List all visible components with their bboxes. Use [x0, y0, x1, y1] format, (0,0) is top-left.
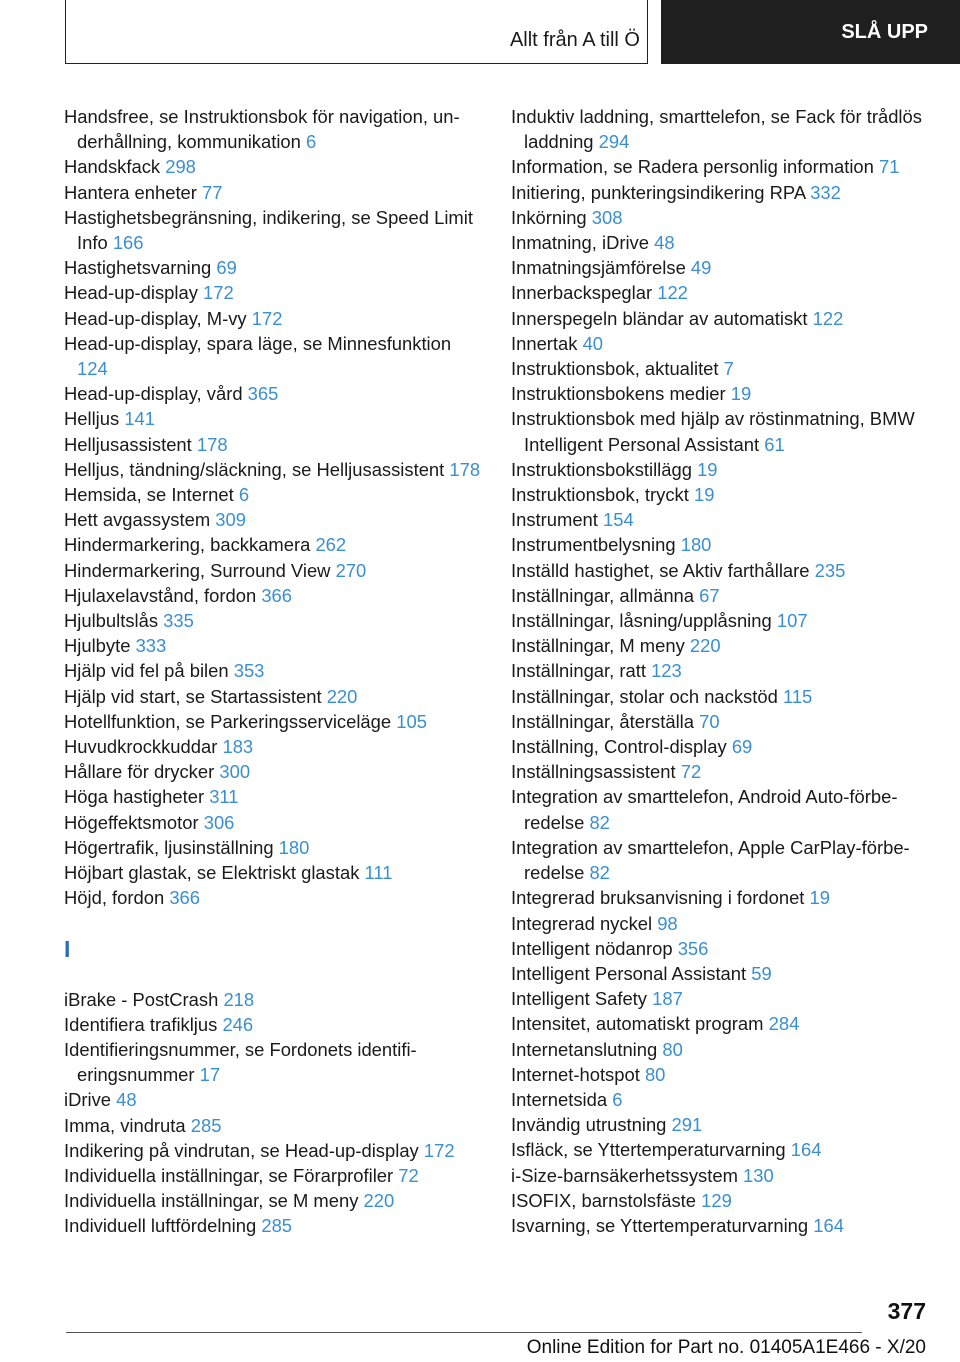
index-entry: [64, 835, 484, 860]
index-entry: [511, 936, 931, 961]
page-link[interactable]: 122: [812, 307, 844, 329]
entry-text: Instruktionsbokstillägg: [511, 458, 692, 480]
entry-text: Inställningar, ratt: [511, 660, 646, 682]
entry-text: Inställningar, återställa: [511, 710, 694, 732]
entry-text: Innerspegeln bländar av automatiskt: [511, 307, 808, 329]
entry-text: Internetanslutning: [511, 1038, 658, 1060]
page-link[interactable]: 262: [315, 534, 347, 556]
index-entry: [511, 255, 931, 280]
index-entry: [64, 280, 484, 305]
index-entry: [511, 1188, 931, 1213]
entry-text: Huvudkrockkuddar: [64, 736, 218, 758]
entry-text: Inställningsassistent: [511, 761, 676, 783]
entry-text: Hjulbultslås: [64, 610, 159, 632]
entry-text: iDrive: [64, 1089, 112, 1111]
index-entry: [511, 885, 931, 910]
page-link[interactable]: 333: [135, 635, 167, 657]
entry-text: Instruktionsbok med hjälp av röstinmatning, BMW Intelligent Personal Assistant: [511, 408, 915, 455]
entry-text: Handsfree, se Instruktionsbok för navigation, underhållning, kommunikation: [64, 106, 460, 153]
index-entry: [64, 1113, 484, 1138]
index-entry: [64, 1213, 484, 1238]
entry-text: Hjälp vid start, se Startassistent: [64, 685, 322, 707]
page-link[interactable]: 298: [165, 156, 196, 178]
page-link[interactable]: 130: [743, 1164, 774, 1186]
page-link[interactable]: 220: [326, 685, 358, 707]
page-link[interactable]: 353: [233, 660, 265, 682]
page-link[interactable]: 6: [306, 131, 317, 153]
page-link[interactable]: 178: [449, 458, 481, 480]
page-link[interactable]: 164: [813, 1214, 844, 1236]
page-link[interactable]: 335: [163, 610, 194, 632]
index-entry: [64, 205, 484, 255]
page-link[interactable]: 7: [723, 358, 734, 380]
entry-text: Isvarning, se Yttertemperaturvarning: [511, 1214, 809, 1236]
entry-text: Intelligent nödanrop: [511, 937, 673, 959]
page-link[interactable]: 365: [247, 383, 279, 405]
index-entry: [64, 1163, 484, 1188]
index-entry: [511, 205, 931, 230]
page-link[interactable]: 19: [693, 484, 715, 506]
page-link[interactable]: 77: [202, 181, 223, 203]
page-link[interactable]: 82: [589, 811, 610, 833]
entry-text: Hjulbyte: [64, 635, 131, 657]
page-link[interactable]: 308: [591, 206, 623, 228]
index-entry: [511, 104, 931, 154]
index-entry: [511, 1137, 931, 1162]
page-link[interactable]: 284: [768, 1013, 800, 1035]
entry-text: Internetsida: [511, 1088, 608, 1110]
entry-text: Hindermarkering, Surround View: [64, 559, 331, 581]
entry-text: Intelligent Safety: [511, 988, 647, 1010]
entry-text: Hastighetsbegränsning, indikering, se Speed Limit Info: [64, 206, 473, 254]
entry-text: Identifiera trafikljus: [64, 1013, 218, 1035]
index-entry: [64, 658, 484, 683]
page-link[interactable]: 122: [657, 282, 688, 304]
index-entry: [64, 784, 484, 809]
page-link[interactable]: 17: [199, 1064, 221, 1086]
page-number: 377: [887, 1298, 926, 1324]
entry-text: Instrument: [511, 509, 598, 531]
index-entry: [511, 583, 931, 608]
index-entry: [64, 154, 484, 179]
page-link[interactable]: 48: [654, 232, 675, 254]
page-link[interactable]: 71: [879, 156, 900, 178]
entry-text: Head-up-display, M-vy: [64, 307, 247, 329]
index-entry: [511, 1037, 931, 1062]
entry-text: Inställningar, stolar och nackstöd: [511, 685, 778, 707]
index-entry: [511, 633, 931, 658]
entry-text: Head-up-display: [64, 282, 198, 304]
entry-text: Helljus, tändning/släckning, se Helljusassistent: [64, 458, 445, 480]
page-link[interactable]: 291: [671, 1114, 703, 1136]
entry-text: Högeffektsmotor: [64, 811, 199, 833]
index-entry: [64, 558, 484, 583]
entry-text: Isfläck, se Yttertemperaturvarning: [511, 1139, 786, 1161]
entry-text: Hjälp vid fel på bilen: [64, 660, 229, 682]
index-entry: [64, 608, 484, 633]
page-link[interactable]: 40: [582, 332, 604, 354]
entry-text: Hantera enheter: [64, 181, 197, 203]
entry-text: Handskfack: [64, 156, 161, 178]
page-link[interactable]: 6: [612, 1088, 623, 1110]
index-entry: [511, 734, 931, 759]
entry-text: iBrake - PostCrash: [64, 988, 219, 1010]
entry-text: Instruktionsbokens medier: [511, 383, 726, 405]
page-link[interactable]: 141: [124, 408, 156, 430]
page-link[interactable]: 356: [677, 937, 709, 959]
entry-text: Indikering på vindrutan, se Head-up-display: [64, 1139, 419, 1161]
entry-text: Invändig utrustning: [511, 1114, 667, 1136]
entry-text: Intelligent Personal Assistant: [511, 962, 747, 984]
index-entry: [511, 911, 931, 936]
index-entry: [64, 1087, 484, 1112]
index-entry: [511, 306, 931, 331]
entry-text: Instruktionsbok, tryckt: [511, 484, 689, 506]
index-entry: [511, 1213, 931, 1238]
index-entry: [511, 230, 931, 255]
section-letter: I: [64, 935, 71, 962]
page-link[interactable]: 61: [764, 433, 785, 455]
index-entry: [64, 255, 484, 280]
page-link[interactable]: 180: [680, 534, 712, 556]
page-link[interactable]: 172: [251, 307, 283, 329]
index-entry: [64, 306, 484, 331]
page-link[interactable]: 123: [651, 660, 682, 682]
page-link[interactable]: 164: [790, 1139, 822, 1161]
index-entry: [64, 734, 484, 759]
index-entry: [64, 709, 484, 734]
index-entry: [511, 1087, 931, 1112]
index-entry: [64, 885, 484, 910]
index-entry: [64, 432, 484, 457]
page-link[interactable]: 183: [222, 736, 254, 758]
index-entry: [64, 180, 484, 205]
index-entry: [64, 633, 484, 658]
entry-text: Innerbackspeglar: [511, 282, 653, 304]
index-entry: [64, 507, 484, 532]
index-entry: [511, 784, 931, 834]
index-entry: [64, 482, 484, 507]
page-link[interactable]: 19: [697, 458, 718, 480]
page-link[interactable]: 115: [782, 685, 813, 707]
index-entry: [511, 658, 931, 683]
entry-text: Höjd, fordon: [64, 887, 165, 909]
index-entry: [511, 457, 931, 482]
entry-text: Integrerad bruksanvisning i fordonet: [511, 887, 805, 909]
page-link[interactable]: 172: [423, 1139, 455, 1161]
entry-text: Inställningar, låsning/upplåsning: [511, 610, 772, 632]
entry-text: Individuella inställningar, se M meny: [64, 1190, 359, 1212]
index-entry: [511, 684, 931, 709]
index-entry: [511, 280, 931, 305]
entry-text: Integration av smarttelefon, Android Auto-förberedelse: [511, 786, 898, 833]
index-column-left: [64, 104, 484, 1239]
entry-text: Inmatningsjämförelse: [511, 257, 686, 279]
index-entry: [511, 759, 931, 784]
entry-text: ISOFIX, barnstolsfäste: [511, 1189, 697, 1211]
entry-text: Höjbart glastak, se Elektriskt glastak: [64, 862, 360, 884]
page-link[interactable]: 124: [77, 358, 108, 380]
page-link[interactable]: 180: [278, 836, 310, 858]
page-link[interactable]: 220: [689, 635, 721, 657]
entry-text: Information, se Radera personlig information: [511, 156, 874, 178]
entry-text: Höga hastigheter: [64, 786, 205, 808]
entry-text: Induktiv laddning, smarttelefon, se Fack för trådlös laddning: [511, 106, 922, 153]
page-link[interactable]: 309: [215, 509, 246, 531]
index-entry: [511, 835, 931, 885]
index-entry: [64, 532, 484, 557]
section-tab[interactable]: Allt från A till Ö: [509, 29, 640, 51]
index-entry: [511, 709, 931, 734]
entry-text: Inställningar, allmänna: [511, 584, 694, 606]
page-link[interactable]: 129: [701, 1189, 732, 1211]
entry-text: Hjulaxelavstånd, fordon: [64, 584, 257, 606]
index-entry: [511, 482, 931, 507]
entry-text: Integration av smarttelefon, Apple CarPlay-förberedelse: [511, 836, 910, 884]
page-link[interactable]: 80: [644, 1063, 666, 1085]
index-entry: [511, 356, 931, 381]
index-entry: [511, 1011, 931, 1036]
index-entry: [64, 1138, 484, 1163]
index-entry: [64, 331, 484, 381]
page-link[interactable]: 246: [222, 1013, 254, 1035]
index-entry: [511, 507, 931, 532]
page-link[interactable]: 154: [603, 509, 634, 531]
page-link[interactable]: 270: [335, 559, 367, 581]
page-link[interactable]: 300: [219, 761, 251, 783]
entry-text: Individuella inställningar, se Förarprofiler: [64, 1164, 394, 1186]
entry-text: Instruktionsbok, aktualitet: [511, 358, 719, 380]
index-entry: [511, 381, 931, 406]
index-entry: [64, 1012, 484, 1037]
entry-text: Head-up-display, vård: [64, 383, 243, 405]
page-link[interactable]: 80: [662, 1038, 683, 1060]
entry-text: Identifieringsnummer, se Fordonets identifieringsnummer: [64, 1038, 417, 1086]
page-link[interactable]: 306: [203, 811, 235, 833]
page-link[interactable]: 105: [396, 710, 427, 732]
page-link[interactable]: 67: [699, 584, 720, 606]
index-entry: [64, 684, 484, 709]
index-entry: [64, 381, 484, 406]
entry-text: Helljus: [64, 408, 120, 430]
index-entry: [511, 1062, 931, 1087]
index-entry: [64, 104, 484, 154]
index-entry: [511, 532, 931, 557]
page-link[interactable]: 19: [809, 887, 830, 909]
entry-text: Instrumentbelysning: [511, 534, 676, 556]
entry-text: Högertrafik, ljusinställning: [64, 836, 274, 858]
page-link[interactable]: 107: [776, 610, 808, 632]
page-link[interactable]: 311: [209, 786, 239, 808]
page-link[interactable]: 48: [116, 1089, 137, 1111]
entry-text: Initiering, punkteringsindikering RPA: [511, 181, 806, 203]
entry-text: Hotellfunktion, se Parkeringsserviceläge: [64, 710, 392, 732]
page-link[interactable]: 218: [223, 988, 255, 1010]
entry-text: Inställningar, M meny: [511, 635, 685, 657]
page-link[interactable]: 187: [652, 988, 683, 1010]
entry-text: Hastighetsvarning: [64, 257, 212, 279]
page-link[interactable]: 72: [398, 1164, 419, 1186]
index-entry: [511, 558, 931, 583]
entry-text: Imma, vindruta: [64, 1114, 186, 1136]
index-entry: [511, 1163, 931, 1188]
entry-text: Integrerad nyckel: [511, 912, 653, 934]
page-link[interactable]: 59: [751, 962, 772, 984]
entry-text: Individuell luftfördelning: [64, 1215, 257, 1237]
entry-text: i-Size-barnsäkerhetssystem: [511, 1164, 738, 1186]
entry-text: Head-up-display, spara läge, se Minnesfunktion: [64, 332, 452, 354]
index-entry: [511, 406, 931, 456]
footer-edition-text: Online Edition for Part no. 01405A1E466 - X/20: [526, 1337, 926, 1358]
index-entry: [511, 961, 931, 986]
entry-text: Intensitet, automatiskt program: [511, 1013, 764, 1035]
index-entry: [511, 608, 931, 633]
index-entry: [64, 1188, 484, 1213]
page-link[interactable]: 69: [731, 736, 753, 758]
page-link[interactable]: 49: [690, 257, 712, 279]
index-entry: [64, 759, 484, 784]
page-link[interactable]: 69: [216, 257, 237, 279]
page-link[interactable]: 166: [112, 232, 144, 254]
entry-text: Internet-hotspot: [511, 1063, 640, 1085]
entry-text: Innertak: [511, 332, 578, 354]
page-link[interactable]: 366: [169, 887, 201, 909]
page-link[interactable]: 366: [261, 584, 293, 606]
page-link[interactable]: 82: [589, 862, 610, 884]
page-link[interactable]: 285: [261, 1215, 293, 1237]
page-link[interactable]: 70: [699, 710, 720, 732]
index-entry: [511, 1112, 931, 1137]
index-entry: [64, 583, 484, 608]
index-entry: [64, 860, 484, 885]
entry-text: Hållare för drycker: [64, 761, 215, 783]
page-link[interactable]: 235: [814, 559, 846, 581]
index-entry: [64, 406, 484, 431]
page-link[interactable]: 19: [730, 383, 752, 405]
entry-text: Inmatning, iDrive: [511, 232, 649, 254]
page-link[interactable]: 72: [680, 761, 702, 783]
page-link[interactable]: 220: [363, 1190, 395, 1212]
page-link[interactable]: 332: [810, 181, 841, 203]
page-link[interactable]: 6: [238, 484, 250, 506]
page-link[interactable]: 111: [364, 862, 393, 884]
entry-text: Inställd hastighet, se Aktiv farthållare: [511, 559, 810, 581]
index-entry: [64, 810, 484, 835]
index-entry: [511, 154, 931, 179]
look-up-button[interactable]: SLÅ UPP: [661, 0, 960, 64]
index-column-right: [511, 104, 931, 1238]
index-entry: [511, 986, 931, 1011]
index-entry: [64, 987, 484, 1012]
entry-text: Inkörning: [511, 206, 587, 228]
entry-text: Inställning, Control-display: [511, 736, 727, 758]
entry-text: Hemsida, se Internet: [64, 484, 234, 506]
entry-text: Hindermarkering, backkamera: [64, 534, 311, 556]
index-entry: [64, 457, 484, 482]
page-link[interactable]: 285: [190, 1114, 222, 1136]
index-entry: [64, 1037, 484, 1087]
page-link[interactable]: 178: [196, 433, 228, 455]
entry-text: Hett avgassystem: [64, 509, 211, 531]
index-entry: [511, 180, 931, 205]
page-link[interactable]: 294: [598, 131, 630, 153]
page-link[interactable]: 98: [657, 912, 678, 934]
index-entry: [511, 331, 931, 356]
page-link[interactable]: 172: [203, 282, 234, 304]
entry-text: Helljusassistent: [64, 433, 192, 455]
